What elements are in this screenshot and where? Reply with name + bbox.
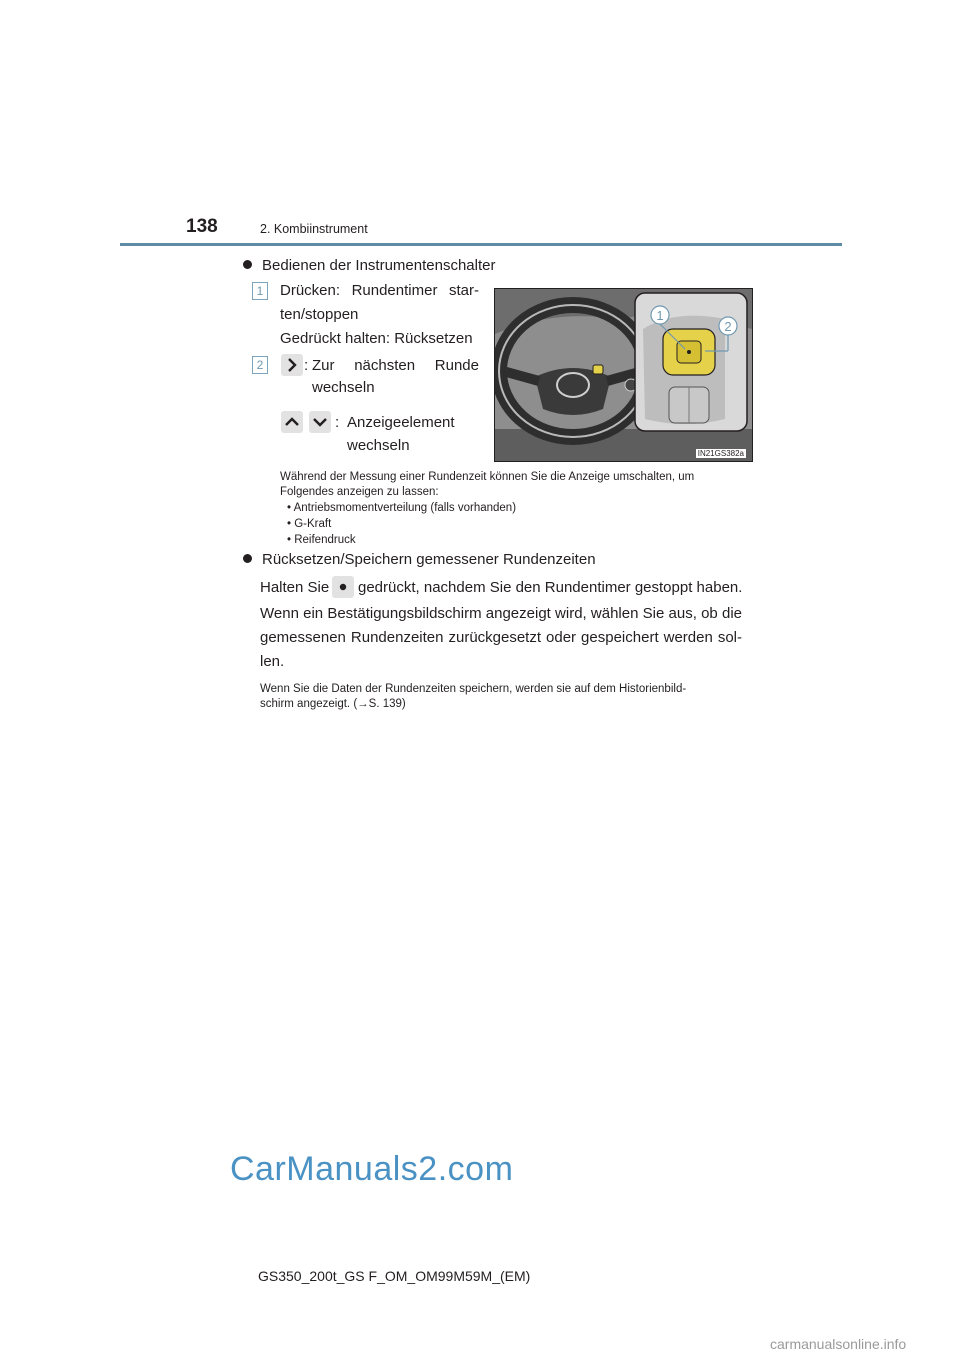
item2-right-line2: wechseln bbox=[312, 379, 375, 396]
note-line1: Während der Messung einer Rundenzeit können Sie die Anzeige umschalten, um bbox=[280, 471, 695, 483]
confirm-para-line1: Wenn ein Bestätigungsbildschirm angezeigt wird, wählen Sie aus, ob die bbox=[260, 605, 742, 622]
hold-instruction-pre: Halten Sie bbox=[260, 579, 330, 596]
center-dot-key-icon bbox=[332, 576, 354, 598]
page-number: 138 bbox=[186, 216, 218, 237]
item1-line3: Gedrückt halten: Rücksetzen bbox=[280, 330, 473, 347]
note-list-item: • Antriebsmomentverteilung (falls vorhanden) bbox=[287, 502, 517, 514]
callout-2: 2 bbox=[724, 319, 732, 334]
footer-doc-id: GS350_200t_GS F_OM_OM99M59M_(EM) bbox=[258, 1268, 531, 1284]
note-item-text: Antriebsmomentverteilung (falls vorhanden) bbox=[293, 502, 517, 514]
save-note-line2: schirm angezeigt. (→S. 139) bbox=[260, 698, 406, 710]
down-arrow-key-icon bbox=[309, 411, 331, 433]
item2-updown-line2: wechseln bbox=[347, 437, 410, 454]
header-rule bbox=[120, 243, 842, 246]
note-line2: Folgendes anzeigen zu lassen: bbox=[280, 486, 439, 498]
up-arrow-key-icon bbox=[281, 411, 303, 433]
note-list-item: • Reifendruck bbox=[287, 534, 356, 546]
figure-code: IN21GS382a bbox=[697, 449, 744, 458]
bullet-icon bbox=[243, 554, 252, 563]
chapter-title: 2. Kombiinstrument bbox=[260, 222, 368, 236]
section-heading-text: Rücksetzen/Speichern gemessener Rundenzeiten bbox=[262, 551, 596, 568]
save-note-line1: Wenn Sie die Daten der Rundenzeiten speichern, werden sie auf dem Historienbild- bbox=[260, 683, 687, 695]
section-heading-reset-save bbox=[243, 551, 596, 568]
item2-colon-1: : bbox=[304, 357, 309, 374]
section-heading-operate bbox=[243, 257, 495, 274]
right-arrow-key-icon bbox=[281, 354, 303, 376]
step-number-2: 2 bbox=[252, 356, 268, 374]
steering-wheel-drawing bbox=[495, 289, 752, 461]
item2-right-line1: Zur nächsten Runde bbox=[312, 357, 479, 374]
steering-wheel-illustration bbox=[494, 288, 753, 462]
item1-line1: Drücken: Rundentimer star- bbox=[280, 282, 479, 299]
confirm-para-line2: gemessenen Rundenzeiten zurückgesetzt oder gespeichert werden sol- bbox=[260, 629, 742, 646]
callout-1: 1 bbox=[656, 308, 664, 323]
item2-colon-2: : bbox=[335, 414, 340, 431]
confirm-para-line3: len. bbox=[260, 653, 285, 670]
item2-updown-line1: Anzeigeelement bbox=[347, 414, 455, 431]
note-item-text: Reifendruck bbox=[294, 534, 356, 546]
footer-site: carmanualsonline.info bbox=[770, 1336, 907, 1352]
watermark: CarManuals2.com bbox=[230, 1150, 514, 1188]
section-heading-text: Bedienen der Instrumentenschalter bbox=[262, 257, 496, 274]
item1-line2: ten/stoppen bbox=[280, 306, 359, 323]
hold-instruction-post: gedrückt, nachdem Sie den Rundentimer gestoppt haben. bbox=[358, 579, 743, 596]
bullet-icon bbox=[243, 260, 252, 269]
step-number-1: 1 bbox=[252, 282, 268, 300]
note-item-text: G-Kraft bbox=[294, 518, 332, 530]
note-list-item: • G-Kraft bbox=[287, 518, 332, 530]
